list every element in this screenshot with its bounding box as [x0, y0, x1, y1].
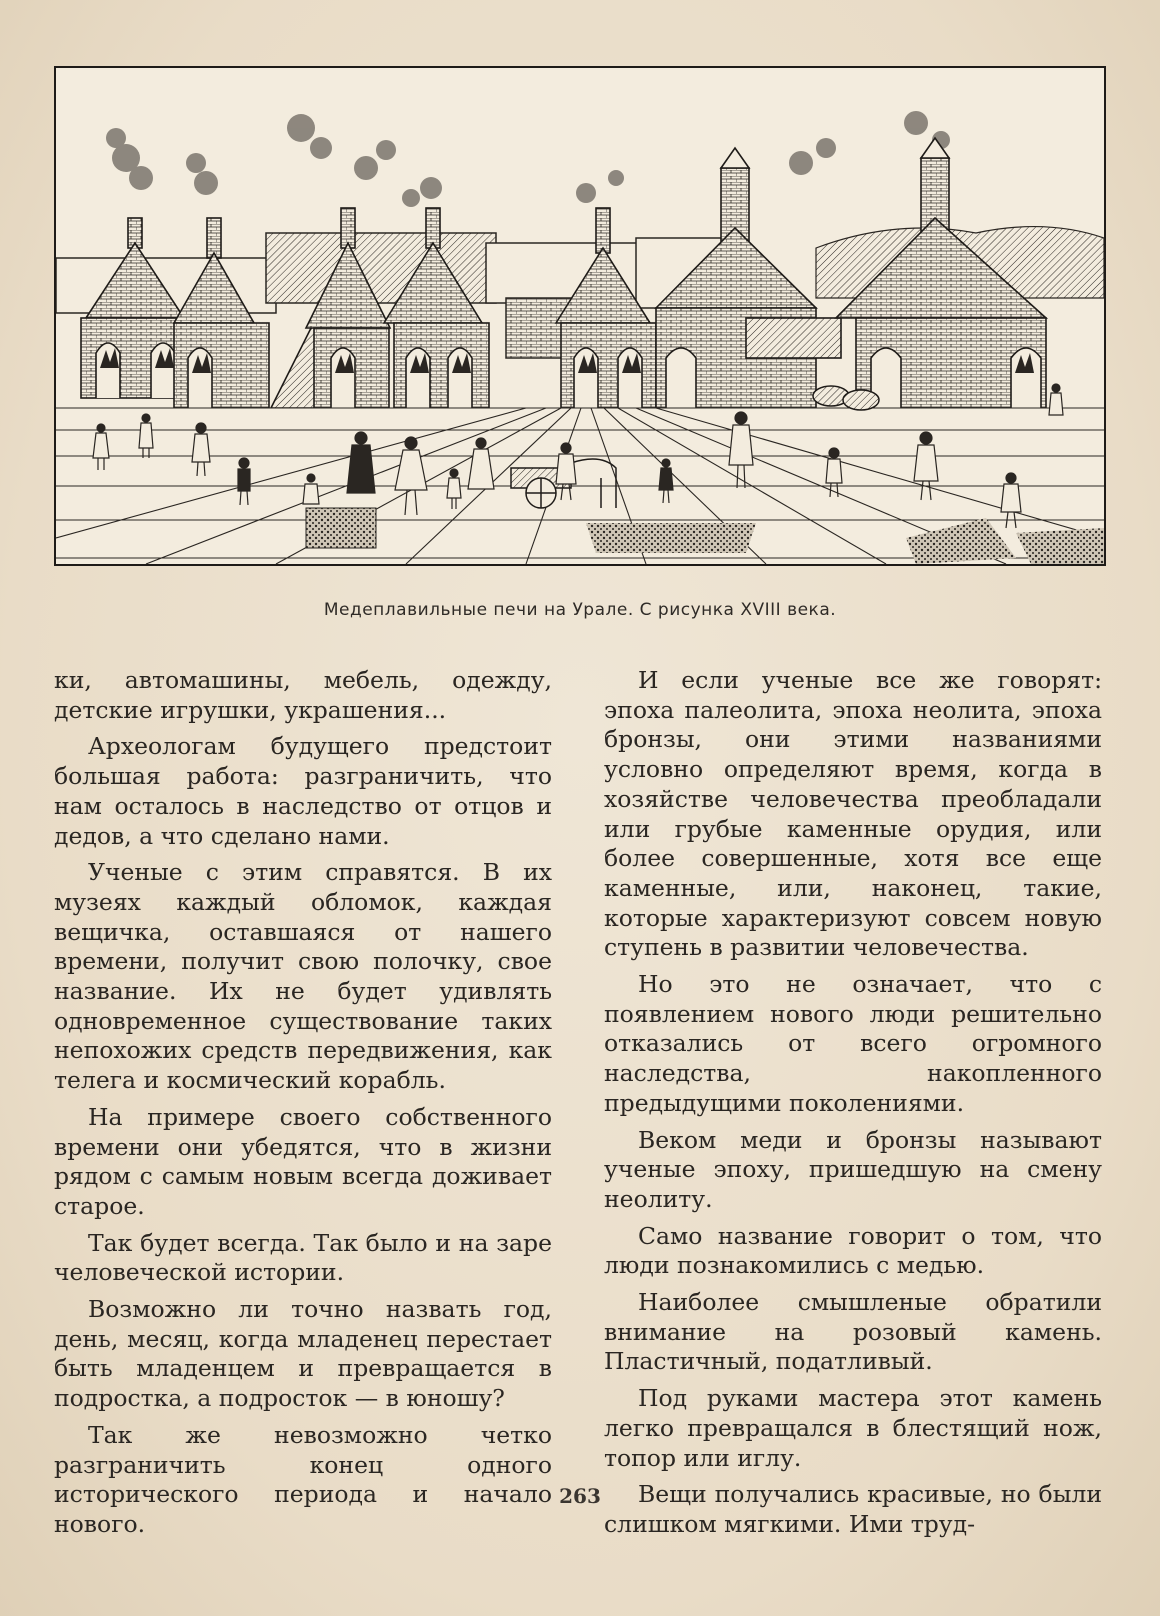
paragraph: Наиболее смышленые обратили внимание на розовый камень. Пластичный, податливый. [604, 1288, 1102, 1376]
figure-caption: Медеплавильные печи на Урале. С рисунка XVIII века. [323, 600, 837, 620]
paragraph: Вещи получались красивые, но были слишком мягкими. Ими труд- [604, 1480, 1102, 1538]
paragraph: Так будет всегда. Так было и на заре человеческой истории. [54, 1228, 552, 1287]
paragraph: Но это не означает, что с появлением нового люди решительно отказались от всего огромного наследства, накопленного предыдущими поколениями. [604, 970, 1102, 1117]
paragraph: ки, автомашины, мебель, одежду, детские игрушки, украшения... [54, 666, 552, 724]
paragraph: Так же невозможно четко разграничить конец одного исторического периода и начало нового. [54, 1420, 552, 1538]
paragraph: Возможно ли точно назвать год, день, месяц, когда младенец перестает быть младенцем и превращается в подростка, а подросток — в юношу? [54, 1295, 552, 1413]
paragraph: Под руками мастера этот камень легко превращался в блестящий нож, топор или иглу. [604, 1384, 1102, 1472]
right-column [604, 666, 1102, 1547]
paragraph: Ученые с этим справятся. В их музеях каждый обломок, каждая вещичка, оставшаяся от нашего времени, получит свою полочку, свое название. Их не будет удивлять одновременное существование таких непохожих средств передвижения, как телега и космический корабль. [54, 858, 552, 1095]
left-column [54, 666, 552, 1547]
paragraph: Веком меди и бронзы называют ученые эпоху, пришедшую на смену неолиту. [604, 1125, 1102, 1213]
engraving-illustration [54, 66, 1106, 566]
paragraph: И если ученые все же говорят: эпоха палеолита, эпоха неолита, эпоха бронзы, они этими названиями условно определяют время, когда в хозяйстве человечества преобладали или грубые каменные орудия, или более совершенные, хотя все еще каменные, или, наконец, такие, которые характеризуют совсем новую ступень в развитии человечества. [604, 666, 1102, 962]
paragraph: Археологам будущего предстоит большая работа: разграничить, что нам осталось в наследство от отцов и дедов, а что сделано нами. [54, 732, 552, 850]
paragraph: Само название говорит о том, что люди познакомились с медью. [604, 1221, 1102, 1280]
page-number: 263 [559, 1484, 601, 1508]
paragraph: На примере своего собственного времени они убедятся, что в жизни рядом с самым новым всегда доживает старое. [54, 1102, 552, 1220]
